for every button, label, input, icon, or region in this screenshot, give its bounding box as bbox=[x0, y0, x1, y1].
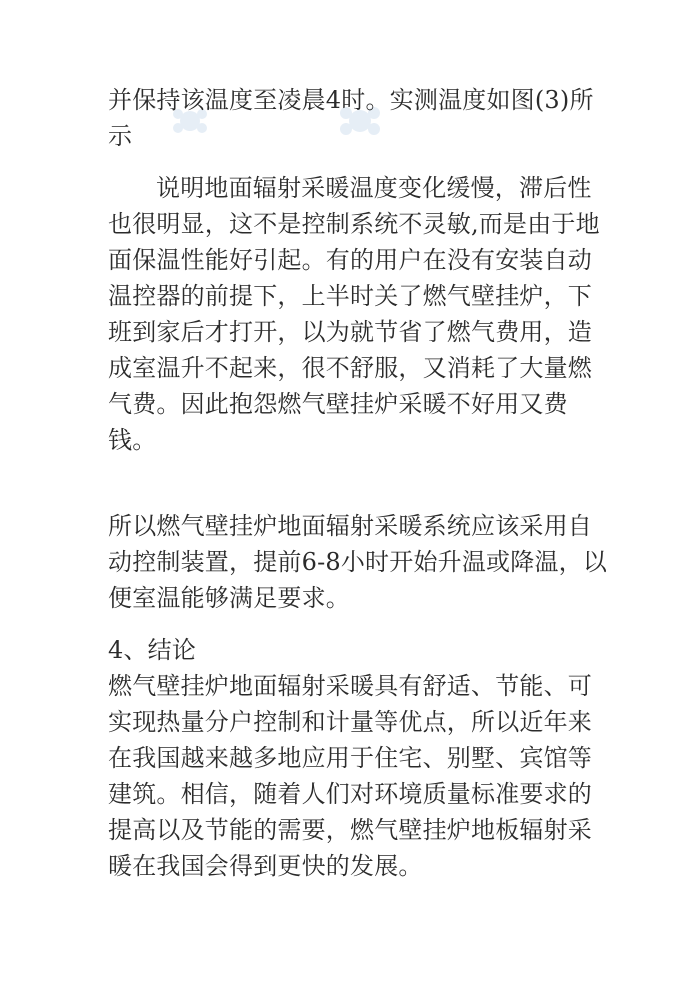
paragraph-spacer bbox=[108, 616, 608, 632]
paragraph-spacer bbox=[108, 154, 608, 170]
paragraph-explain: 说明地面辐射采暖温度变化缓慢，滞后性也很明显，这不是控制系统不灵敏,而是由于地面保温性能好引起。有的用户在没有安装自动温控器的前提下，上半时关了燃气壁挂炉，下班到家后才打开，以为就节省了燃气费用，造成室温升不起来，很不舒服，又消耗了大量燃气费。因此抱怨燃气壁挂炉采暖不好用又费钱。 bbox=[108, 174, 600, 454]
paragraph-conclusion: 燃气壁挂炉地面辐射采暖具有舒适、节能、可实现热量分户控制和计量等优点，所以近年来在我国越来越多地应用于住宅、别墅、宾馆等建筑。相信，随着人们对环境质量标准要求的提高以及节能的需要，燃气壁挂炉地板辐射采暖在我国会得到更快的发展。 bbox=[108, 672, 592, 880]
section-heading: 4、结论 bbox=[108, 636, 197, 664]
paragraph-spacer bbox=[108, 458, 608, 508]
paragraph-intro: 并保持该温度至凌晨4时。实测温度如图(3)所示 bbox=[108, 86, 594, 150]
document-body bbox=[108, 82, 608, 884]
paragraph-recommend: 所以燃气壁挂炉地面辐射采暖系统应该采用自动控制装置，提前6-8小时开始升温或降温，以便室温能够满足要求。 bbox=[108, 512, 608, 612]
